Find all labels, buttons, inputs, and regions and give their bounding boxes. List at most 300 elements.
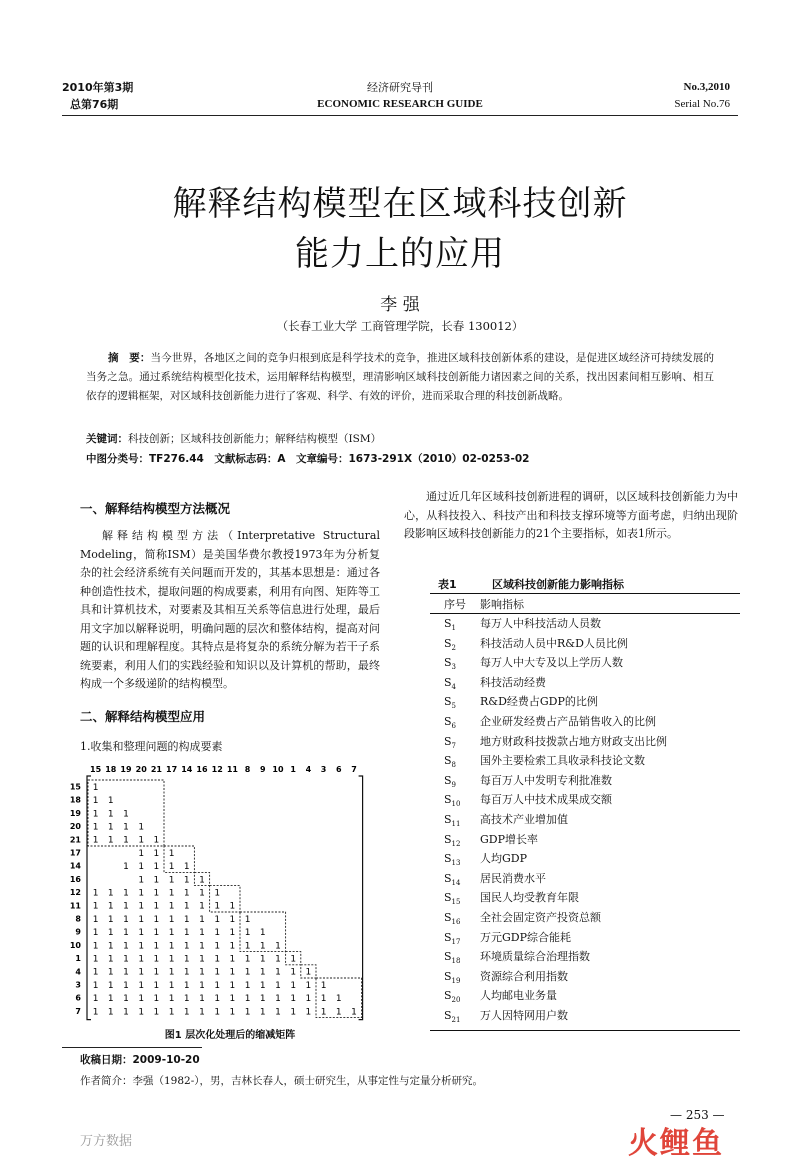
table-row xyxy=(430,1006,740,1026)
author-bio: 作者简介：李强（1982-），男，吉林长春人，硕士研究生，从事定性与定量分析研究。 xyxy=(80,1075,484,1087)
matrix-entry: 1 xyxy=(153,875,160,886)
matrix-entry: 1 xyxy=(199,914,205,925)
table-row xyxy=(430,614,740,634)
matrix-entry: 1 xyxy=(244,1007,251,1018)
matrix-entry: 1 xyxy=(290,1007,297,1018)
matrix-entry: 1 xyxy=(244,980,251,991)
matrix-entry: 1 xyxy=(123,809,129,820)
section2-title: 二、解释结构模型应用 xyxy=(80,709,206,724)
table-col-indicator: 影响指标 xyxy=(480,598,524,611)
matrix-entry: 1 xyxy=(214,888,221,899)
matrix-entry: 1 xyxy=(168,914,175,925)
matrix-entry: 1 xyxy=(107,994,114,1005)
matrix-entry: 1 xyxy=(138,914,145,925)
indicator-number: $S_2$ xyxy=(444,636,457,652)
table-title: 区域科技创新能力影响指标 xyxy=(492,578,624,591)
table-row xyxy=(430,810,740,830)
matrix-entry: 1 xyxy=(199,994,205,1005)
matrix-col-label: 10 xyxy=(272,765,284,774)
indicator-label: 每百万人中技术成果成交额 xyxy=(480,793,612,807)
matrix-entry: 1 xyxy=(199,954,205,965)
matrix-entry: 1 xyxy=(92,809,99,820)
matrix-entry: 1 xyxy=(138,967,145,978)
matrix-entry: 1 xyxy=(351,1007,357,1018)
matrix-entry: 1 xyxy=(107,835,114,846)
table-row xyxy=(430,947,740,967)
matrix-col-label: 21 xyxy=(150,765,162,774)
matrix-entry: 1 xyxy=(183,914,190,925)
indicator-number: $S_3$ xyxy=(444,656,457,672)
matrix-entry: 1 xyxy=(123,954,129,965)
matrix-entry: 1 xyxy=(138,941,145,952)
figure-caption: 图1 层次化处理后的缩减矩阵 xyxy=(164,1030,296,1041)
header-serial-cn: 总第76期 xyxy=(70,98,119,111)
indicator-label: 环境质量综合治理指数 xyxy=(480,950,590,964)
matrix-entry: 1 xyxy=(92,941,99,952)
matrix-entry: 1 xyxy=(153,1007,160,1018)
matrix-row-label: 21 xyxy=(69,835,81,845)
matrix-entry: 1 xyxy=(107,796,114,807)
matrix-row-label: 1 xyxy=(75,954,81,964)
matrix-entry: 1 xyxy=(199,875,205,886)
header-number: No.3,2010 xyxy=(683,81,730,93)
indicator-number: $S_{12}$ xyxy=(444,832,461,848)
matrix-entry: 1 xyxy=(138,901,145,912)
matrix-entry: 1 xyxy=(244,994,251,1005)
matrix-entry: 1 xyxy=(199,888,205,899)
matrix-entry: 1 xyxy=(168,980,175,991)
affiliation: （长春工业大学 工商管理学院，长春 130012） xyxy=(276,319,524,333)
indicator-label: 资源综合利用指数 xyxy=(480,969,568,983)
table-row xyxy=(430,986,740,1006)
indicator-label: 企业研发经费占产品销售收入的比例 xyxy=(480,715,656,728)
matrix-col-label: 7 xyxy=(351,765,357,774)
author-name: 李 强 xyxy=(380,295,420,315)
indicator-label: 居民消费水平 xyxy=(480,871,546,885)
abstract-label: 摘 要： xyxy=(108,352,151,364)
indicator-label: 万元GDP综合能耗 xyxy=(480,930,572,944)
matrix-row-label: 12 xyxy=(69,888,81,898)
page-number: — 253 — xyxy=(670,1108,725,1122)
matrix-entry: 1 xyxy=(259,941,266,952)
indicator-label: 全社会固定资产投资总额 xyxy=(480,911,601,924)
matrix-row-label: 11 xyxy=(69,901,81,911)
matrix-entry: 1 xyxy=(229,954,236,965)
matrix-entry: 1 xyxy=(153,980,160,991)
matrix-entry: 1 xyxy=(153,954,160,965)
table-row xyxy=(430,908,740,928)
matrix-row-label: 14 xyxy=(69,861,81,871)
matrix-entry: 1 xyxy=(153,967,160,978)
matrix-entry: 1 xyxy=(153,862,160,873)
matrix-entry: 1 xyxy=(229,1007,236,1018)
matrix-col-label: 17 xyxy=(166,765,178,774)
matrix-entry: 1 xyxy=(123,941,129,952)
matrix-row-label: 3 xyxy=(75,980,81,990)
indicator-label: R&D经费占GDP的比例 xyxy=(480,695,598,709)
matrix-entry: 1 xyxy=(92,954,99,965)
matrix-entry: 1 xyxy=(259,954,266,965)
indicator-label: 人均GDP xyxy=(480,852,528,866)
header-serial-en: Serial No.76 xyxy=(674,98,730,110)
table-row xyxy=(430,751,740,771)
indicator-label: 国外主要检索工具收录科技论文数 xyxy=(480,754,645,768)
matrix-entry: 1 xyxy=(214,980,221,991)
matrix-entry: 1 xyxy=(168,928,175,939)
indicator-label: 国民人均受教育年限 xyxy=(480,891,579,905)
matrix-entry: 1 xyxy=(107,954,114,965)
matrix-entry: 1 xyxy=(320,1007,327,1018)
keywords-label: 关键词： xyxy=(86,433,128,445)
table-row xyxy=(430,771,740,791)
matrix-entry: 1 xyxy=(92,914,99,925)
matrix-entry: 1 xyxy=(320,994,327,1005)
table-row xyxy=(430,732,740,752)
matrix-col-label: 8 xyxy=(244,765,251,774)
matrix-entry: 1 xyxy=(92,888,99,899)
matrix-entry: 1 xyxy=(107,901,114,912)
header-issue: 2010年第3期 xyxy=(62,81,134,94)
table-row xyxy=(430,928,740,948)
matrix-entry: 1 xyxy=(259,994,266,1005)
matrix-entry: 1 xyxy=(168,1007,175,1018)
matrix-entry: 1 xyxy=(229,928,236,939)
matrix-entry: 1 xyxy=(183,928,190,939)
matrix-entry: 1 xyxy=(244,928,251,939)
matrix-entry: 1 xyxy=(107,967,114,978)
matrix-entry: 1 xyxy=(244,967,251,978)
matrix-row-label: 16 xyxy=(69,874,81,884)
matrix-entry: 1 xyxy=(229,967,236,978)
matrix-entry: 1 xyxy=(183,875,190,886)
matrix-entry: 1 xyxy=(123,980,129,991)
indicator-label: GDP增长率 xyxy=(480,832,539,846)
indicator-number: $S_{11}$ xyxy=(444,813,461,829)
matrix-row-label: 17 xyxy=(69,848,81,858)
indicator-number: $S_9$ xyxy=(444,773,457,789)
matrix-entry: 1 xyxy=(229,994,236,1005)
classification-line: 中图分类号：TF276.44 文献标志码：A 文章编号：1673-291X（2010）02-0253-02 xyxy=(86,453,530,465)
matrix-entry: 1 xyxy=(123,862,129,873)
watermark-wanfang: 万方数据 xyxy=(80,1134,133,1149)
table-row xyxy=(430,653,740,673)
table-row xyxy=(430,869,740,889)
matrix-col-label: 1 xyxy=(290,765,296,774)
matrix-entry: 1 xyxy=(214,928,221,939)
matrix-entry: 1 xyxy=(153,835,160,846)
indicator-number: $S_8$ xyxy=(444,754,457,770)
matrix-entry: 1 xyxy=(138,822,145,833)
matrix-entry: 1 xyxy=(229,901,236,912)
matrix-entry: 1 xyxy=(168,941,175,952)
matrix-entry: 1 xyxy=(138,994,145,1005)
matrix-entry: 1 xyxy=(305,980,312,991)
indicator-number: $S_{17}$ xyxy=(444,930,461,946)
matrix-entry: 1 xyxy=(305,967,312,978)
matrix-entry: 1 xyxy=(290,980,297,991)
matrix-entry: 1 xyxy=(107,914,114,925)
table-row xyxy=(430,673,740,693)
table-bottom-rule xyxy=(430,1030,740,1031)
matrix-entry: 1 xyxy=(244,914,251,925)
matrix-entry: 1 xyxy=(183,954,190,965)
matrix-entry: 1 xyxy=(229,914,236,925)
footnote-rule xyxy=(62,1047,202,1048)
matrix-entry: 1 xyxy=(153,848,160,859)
matrix-entry: 1 xyxy=(214,994,221,1005)
matrix-entry: 1 xyxy=(335,994,342,1005)
matrix-left-bracket xyxy=(87,776,91,1020)
journal-name-cn: 经济研究导刊 xyxy=(367,81,433,94)
matrix-row-label: 9 xyxy=(75,927,81,937)
matrix-entry: 1 xyxy=(214,954,221,965)
matrix-entry: 1 xyxy=(214,901,221,912)
table-row xyxy=(430,790,740,810)
matrix-entry: 1 xyxy=(290,994,297,1005)
keywords-text: 科技创新；区域科技创新能力；解释结构模型（ISM） xyxy=(128,433,382,445)
matrix-entry: 1 xyxy=(123,901,129,912)
indicator-label: 每百万人中发明专利批准数 xyxy=(480,773,612,787)
article-title-line2: 能力上的应用 xyxy=(295,234,505,274)
matrix-entry: 1 xyxy=(244,941,251,952)
matrix-entry: 1 xyxy=(138,980,145,991)
section1-title: 一、解释结构模型方法概况 xyxy=(80,501,231,516)
indicator-label: 科技活动人员中R&D人员比例 xyxy=(480,636,628,650)
matrix-entry: 1 xyxy=(199,941,205,952)
matrix-col-label: 4 xyxy=(305,765,312,774)
matrix-entry: 1 xyxy=(168,862,175,873)
matrix-entry: 1 xyxy=(138,862,145,873)
matrix-entry: 1 xyxy=(107,941,114,952)
matrix-entry: 1 xyxy=(290,954,297,965)
indicator-label: 地方财政科技拨款占地方财政支出比例 xyxy=(480,734,667,748)
table-row xyxy=(430,712,740,732)
matrix-entry: 1 xyxy=(123,1007,129,1018)
abstract-text: 当今世界，各地区之间的竞争归根到底是科学技术的竞争，推进区域科技创新体系的建设，是促进区域经济可持续发展的当务之急。通过系统结构模型化技术，运用解释结构模型，理清影响区域科技创新能力诸因素之间的关系，找出因素间相互影响、相互依存的逻辑框架，对区域科技创新能力进行了客观、科学、有效的评价，进而采取合理的科技创新战略。 xyxy=(86,352,715,402)
matrix-entry: 1 xyxy=(199,967,205,978)
matrix-row-label: 4 xyxy=(75,967,81,977)
matrix-entry: 1 xyxy=(275,941,281,952)
matrix-entry: 1 xyxy=(123,888,129,899)
matrix-entry: 1 xyxy=(259,967,266,978)
matrix-entry: 1 xyxy=(123,914,129,925)
indicator-number: $S_1$ xyxy=(444,617,457,633)
matrix-entry: 1 xyxy=(138,888,145,899)
right-paragraph: 通过近几年区域科技创新进程的调研，以区域科技创新能力为中心，从科技投入、科技产出和科技支撑环境等方面考虑，归纳出现阶段影响区域科技创新能力的21个主要指标，如表1所示。 xyxy=(404,490,738,540)
matrix-entry: 1 xyxy=(335,1007,342,1018)
matrix-entry: 1 xyxy=(259,980,266,991)
matrix-row-label: 10 xyxy=(69,940,81,950)
table-row xyxy=(430,967,740,987)
matrix-entry: 1 xyxy=(107,928,114,939)
matrix-entry: 1 xyxy=(168,954,175,965)
matrix-entry: 1 xyxy=(214,941,221,952)
matrix-entry: 1 xyxy=(275,1007,281,1018)
matrix-entry: 1 xyxy=(107,1007,114,1018)
indicator-number: $S_{10}$ xyxy=(444,793,461,809)
matrix-entry: 1 xyxy=(153,914,160,925)
table-row xyxy=(430,830,740,850)
matrix-entry: 1 xyxy=(229,980,236,991)
indicator-number: $S_7$ xyxy=(444,734,457,750)
matrix-row-label: 8 xyxy=(75,914,81,924)
indicator-label: 人均邮电业务量 xyxy=(480,989,557,1003)
matrix-entry: 1 xyxy=(168,967,175,978)
matrix-entry: 1 xyxy=(153,941,160,952)
matrix-entry: 1 xyxy=(138,928,145,939)
keywords xyxy=(86,431,381,446)
header-rule xyxy=(62,115,738,116)
matrix-entry: 1 xyxy=(199,901,205,912)
matrix-entry: 1 xyxy=(183,862,190,873)
matrix-entry: 1 xyxy=(214,914,221,925)
indicator-label: 每万人中科技活动人员数 xyxy=(480,617,601,630)
article-title-line1: 解释结构模型在区域科技创新 xyxy=(172,184,628,224)
matrix-entry: 1 xyxy=(290,967,297,978)
indicator-number: $S_{15}$ xyxy=(444,891,461,907)
matrix-entry: 1 xyxy=(199,928,205,939)
matrix-entry: 1 xyxy=(107,888,114,899)
matrix-entry: 1 xyxy=(123,928,129,939)
indicator-label: 高技术产业增加值 xyxy=(480,813,568,826)
matrix-entry: 1 xyxy=(92,901,99,912)
matrix-entry: 1 xyxy=(305,994,312,1005)
matrix-col-label: 20 xyxy=(135,765,147,774)
matrix-col-label: 14 xyxy=(181,765,193,774)
matrix-entry: 1 xyxy=(107,980,114,991)
indicator-label: 科技活动经费 xyxy=(480,675,546,689)
matrix-entry: 1 xyxy=(214,1007,221,1018)
indicator-number: $S_5$ xyxy=(444,695,457,711)
matrix-row-label: 20 xyxy=(69,822,81,832)
matrix-entry: 1 xyxy=(275,980,281,991)
matrix-entry: 1 xyxy=(183,941,190,952)
matrix-entry: 1 xyxy=(275,994,281,1005)
matrix-entry: 1 xyxy=(92,796,99,807)
matrix-entry: 1 xyxy=(168,875,175,886)
matrix-entry: 1 xyxy=(214,967,221,978)
matrix-row-label: 15 xyxy=(69,782,81,792)
table-row xyxy=(430,692,740,712)
matrix-entry: 1 xyxy=(138,1007,145,1018)
indicator-number: $S_{13}$ xyxy=(444,852,461,868)
matrix-entry: 1 xyxy=(92,1007,99,1018)
matrix-entry: 1 xyxy=(183,1007,190,1018)
watermark-logo: 火鲤鱼 xyxy=(628,1126,724,1161)
abstract xyxy=(86,349,714,406)
matrix-entry: 1 xyxy=(259,1007,266,1018)
matrix-entry: 1 xyxy=(153,928,160,939)
matrix-col-label: 12 xyxy=(211,765,223,774)
matrix-entry: 1 xyxy=(168,888,175,899)
matrix-entry: 1 xyxy=(183,967,190,978)
matrix-entry: 1 xyxy=(168,848,175,859)
matrix-entry: 1 xyxy=(138,835,145,846)
matrix-entry: 1 xyxy=(275,954,281,965)
matrix-entry: 1 xyxy=(183,994,190,1005)
matrix-entry: 1 xyxy=(123,822,129,833)
matrix-row-label: 19 xyxy=(69,808,81,818)
matrix-entry: 1 xyxy=(199,980,205,991)
matrix-row-label: 7 xyxy=(75,1006,81,1016)
matrix-entry: 1 xyxy=(123,994,129,1005)
indicator-number: $S_{14}$ xyxy=(444,871,461,887)
matrix-entry: 1 xyxy=(199,1007,205,1018)
matrix-entry: 1 xyxy=(123,835,129,846)
table-top-rule xyxy=(430,593,740,594)
matrix-entry: 1 xyxy=(229,941,236,952)
matrix-entry: 1 xyxy=(320,980,327,991)
matrix-entry: 1 xyxy=(275,967,281,978)
matrix-entry: 1 xyxy=(259,928,266,939)
journal-name-en: ECONOMIC RESEARCH GUIDE xyxy=(317,98,483,110)
table-row xyxy=(430,849,740,869)
matrix-entry: 1 xyxy=(92,980,99,991)
table-row xyxy=(430,888,740,908)
table-row xyxy=(430,634,740,654)
indicator-number: $S_{18}$ xyxy=(444,950,461,966)
indicator-number: $S_{16}$ xyxy=(444,911,461,927)
indicator-number: $S_{19}$ xyxy=(444,969,461,985)
matrix-entry: 1 xyxy=(168,901,175,912)
indicator-number: $S_4$ xyxy=(444,675,457,691)
matrix-entry: 1 xyxy=(138,954,145,965)
matrix-col-label: 11 xyxy=(226,765,238,774)
reduced-matrix-figure xyxy=(68,758,368,1022)
matrix-entry: 1 xyxy=(107,822,114,833)
matrix-entry: 1 xyxy=(153,901,160,912)
matrix-entry: 1 xyxy=(138,875,145,886)
matrix-col-label: 6 xyxy=(336,765,342,774)
matrix-entry: 1 xyxy=(123,967,129,978)
matrix-entry: 1 xyxy=(305,1007,312,1018)
matrix-entry: 1 xyxy=(92,967,99,978)
matrix-col-label: 16 xyxy=(196,765,208,774)
indicator-label: 每万人中大专及以上学历人数 xyxy=(480,656,623,670)
section1-paragraph: 解释结构模型方法（Interpretative Structural Modeling，简称ISM）是美国华费尔教授1973年为分析复杂的社会经济系统有关问题而开发的，其基本思想是：通过各种创造性技术，提取问题的构成要素，利用有向图、矩阵等工具和计算机技术，对要素及其相互关系等信息进行处理，最后用文字加以解释说明，明确问题的层次和整体结构，提高对问题的认识和理解程度。其特点是将复杂的系统分解为若干子系统要素，利用人们的实践经验和知识以及计算机的帮助，最终构成一个多级递阶的结构模型。 xyxy=(80,529,380,690)
matrix-entry: 1 xyxy=(168,994,175,1005)
matrix-entry: 1 xyxy=(183,980,190,991)
subsection-heading: 1.收集和整理问题的构成要素 xyxy=(80,740,223,753)
matrix-col-label: 15 xyxy=(90,765,102,774)
matrix-col-label: 18 xyxy=(105,765,117,774)
table-col-number: 序号 xyxy=(444,598,466,611)
matrix-col-label: 3 xyxy=(320,765,327,774)
received-date: 收稿日期：2009-10-20 xyxy=(80,1054,200,1066)
matrix-entry: 1 xyxy=(183,901,190,912)
matrix-entry: 1 xyxy=(92,994,99,1005)
indicator-label: 万人因特网用户数 xyxy=(480,1009,568,1022)
matrix-entry: 1 xyxy=(138,848,145,859)
matrix-entry: 1 xyxy=(153,994,160,1005)
matrix-col-label: 19 xyxy=(120,765,132,774)
matrix-entry: 1 xyxy=(183,888,190,899)
matrix-row-label: 18 xyxy=(69,795,81,805)
matrix-entry: 1 xyxy=(92,822,99,833)
indicator-number: $S_{21}$ xyxy=(444,1009,461,1025)
matrix-row-label: 6 xyxy=(75,993,81,1003)
matrix-entry: 1 xyxy=(153,888,160,899)
table-label: 表1 xyxy=(438,578,457,591)
matrix-entry: 1 xyxy=(92,782,99,793)
matrix-entry: 1 xyxy=(107,809,114,820)
matrix-entry: 1 xyxy=(92,835,99,846)
indicator-number: $S_6$ xyxy=(444,715,457,731)
matrix-entry: 1 xyxy=(244,954,251,965)
matrix-entry: 1 xyxy=(92,928,99,939)
indicator-number: $S_{20}$ xyxy=(444,989,461,1005)
matrix-col-label: 9 xyxy=(260,765,266,774)
